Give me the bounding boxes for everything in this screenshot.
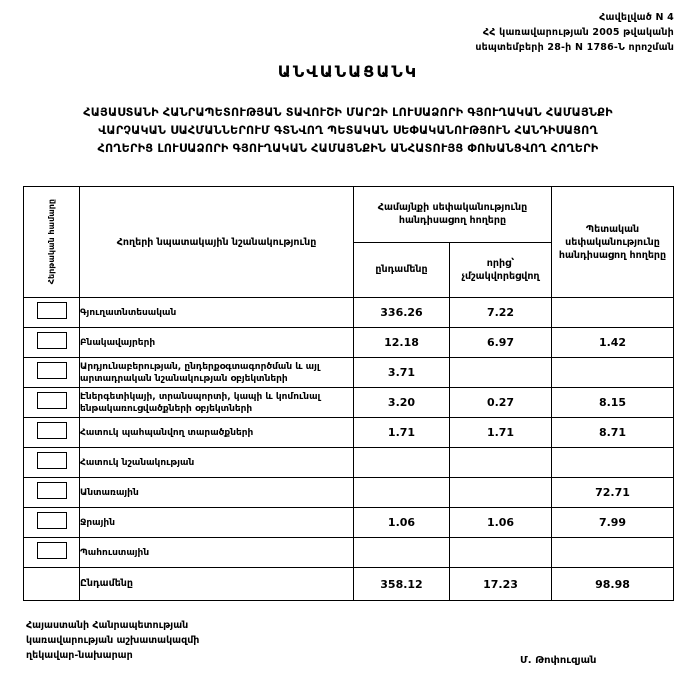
row-state: 8.15 — [552, 388, 674, 418]
row-checkbox-cell[interactable] — [24, 418, 80, 448]
table-row — [24, 418, 674, 448]
row-community-total: 1.06 — [354, 508, 450, 538]
row-checkbox-cell[interactable] — [24, 448, 80, 478]
total-state: 98.98 — [552, 568, 674, 601]
checkbox[interactable] — [37, 512, 67, 529]
header-cell-community-total: ընդամենը — [354, 242, 450, 298]
subtitle-line-1: ՀԱՅԱՍՏԱՆԻ ՀԱՆՐԱՊԵՏՈՒԹՅԱՆ ՏԱՎՈՒՇԻ ՄԱՐԶԻ ԼՈՒՍԱՁՈՐԻ ԳՅՈՒՂԱԿԱՆ ՀԱՄԱՅՆՔԻ — [83, 106, 613, 119]
row-name: Արդյունաբերության, ընդերքօգտագործման և այլ արտադրական նշանակության օբյեկտների — [80, 358, 354, 388]
table-row — [24, 388, 674, 418]
row-community-total — [354, 448, 450, 478]
header-index-label: Հերթական համարը — [46, 199, 56, 285]
row-state — [552, 358, 674, 388]
footer-signatory-title — [26, 618, 199, 663]
row-name: Էներգետիկայի, տրանսպորտի, կապի և կոմունալ ենթակառուցվածքների օբյեկտների — [80, 388, 354, 418]
row-community-part — [450, 478, 552, 508]
row-name: Պահուստային — [80, 538, 354, 568]
header-cell-community: Համայնքի սեփականությունը հանդիսացող հողերը — [354, 187, 552, 243]
total-community-part: 17.23 — [450, 568, 552, 601]
row-state: 8.71 — [552, 418, 674, 448]
checkbox[interactable] — [37, 422, 67, 439]
row-community-total — [354, 538, 450, 568]
row-checkbox-cell[interactable] — [24, 358, 80, 388]
checkbox[interactable] — [37, 452, 67, 469]
table-row — [24, 448, 674, 478]
subtitle-line-2: ՎԱՐՉԱԿԱՆ ՍԱՀՄԱՆՆԵՐՈՒՄ ԳՏՆՎՈՂ ՊԵՏԱԿԱՆ ՍԵՓԱԿԱՆՈՒԹՅՈՒՆ ՀԱՆԴԻՍԱՑՈՂ — [98, 124, 598, 137]
header-line-3: սեպտեմբերի 28-ի N 1786-Ն որոշման — [475, 42, 674, 53]
checkbox[interactable] — [37, 392, 67, 409]
row-name: Հատուկ պահպանվող տարածքների — [80, 418, 354, 448]
row-name: Անտառային — [80, 478, 354, 508]
table-total-row — [24, 568, 674, 601]
row-community-part: 6.97 — [450, 328, 552, 358]
table-row — [24, 298, 674, 328]
header-cell-name: Հողերի նպատակային նշանակությունը — [80, 187, 354, 298]
document-header — [475, 10, 674, 55]
row-name: Հատուկ նշանակության — [80, 448, 354, 478]
document-subtitle — [26, 104, 670, 158]
checkbox[interactable] — [37, 332, 67, 349]
row-checkbox-cell[interactable] — [24, 508, 80, 538]
checkbox[interactable] — [37, 302, 67, 319]
total-blank-cell — [24, 568, 80, 601]
header-cell-community-part: որից՝ չմշակվորեցվող — [450, 242, 552, 298]
row-state — [552, 298, 674, 328]
row-name: Գյուղատնտեսական — [80, 298, 354, 328]
row-checkbox-cell[interactable] — [24, 328, 80, 358]
row-community-part — [450, 448, 552, 478]
row-state: 1.42 — [552, 328, 674, 358]
total-label: Ընդամենը — [80, 568, 354, 601]
checkbox[interactable] — [37, 482, 67, 499]
row-checkbox-cell[interactable] — [24, 538, 80, 568]
table-header-row-1 — [24, 187, 674, 243]
footer-line-2: կառավարության աշխատակազմի — [26, 635, 200, 646]
land-table-container — [23, 186, 673, 601]
row-community-part: 0.27 — [450, 388, 552, 418]
row-community-part: 1.06 — [450, 508, 552, 538]
table-row — [24, 538, 674, 568]
table-row — [24, 358, 674, 388]
page-title: ԱՆՎԱՆԱՑԱՆԿ — [277, 62, 419, 81]
row-state: 72.71 — [552, 478, 674, 508]
row-state: 7.99 — [552, 508, 674, 538]
land-table — [23, 186, 674, 601]
table-row — [24, 328, 674, 358]
row-community-total: 3.71 — [354, 358, 450, 388]
row-community-total: 1.71 — [354, 418, 450, 448]
header-cell-state: Պետական սեփականությունը հանդիսացող հողերը — [552, 187, 674, 298]
row-checkbox-cell[interactable] — [24, 388, 80, 418]
total-community-total: 358.12 — [354, 568, 450, 601]
table-row — [24, 508, 674, 538]
row-name: Ջրային — [80, 508, 354, 538]
footer-line-3: ղեկավար-նախարար — [26, 650, 133, 661]
row-community-total: 12.18 — [354, 328, 450, 358]
row-community-part: 7.22 — [450, 298, 552, 328]
row-community-part: 1.71 — [450, 418, 552, 448]
row-community-total: 3.20 — [354, 388, 450, 418]
subtitle-line-3: ՀՈՂԵՐԻՑ ԼՈՒՍԱՁՈՐԻ ԳՅՈՒՂԱԿԱՆ ՀԱՄԱՅՆՔԻՆ ԱՆՀԱՏՈՒՅՑ ՓՈԽԱՆՑՎՈՂ ՀՈՂԵՐԻ — [97, 142, 599, 155]
row-name: Բնակավայրերի — [80, 328, 354, 358]
checkbox[interactable] — [37, 542, 67, 559]
table-row — [24, 478, 674, 508]
row-community-part — [450, 358, 552, 388]
footer-line-1: Հայաստանի Հանրապետության — [26, 620, 189, 631]
row-checkbox-cell[interactable] — [24, 478, 80, 508]
row-community-total — [354, 478, 450, 508]
row-state — [552, 448, 674, 478]
header-cell-index — [24, 187, 80, 298]
header-line-2: ՀՀ կառավարության 2005 թվականի — [482, 27, 674, 38]
row-community-part — [450, 538, 552, 568]
header-line-1: Հավելված N 4 — [599, 12, 674, 23]
row-community-total: 336.26 — [354, 298, 450, 328]
row-state — [552, 538, 674, 568]
checkbox[interactable] — [37, 362, 67, 379]
row-checkbox-cell[interactable] — [24, 298, 80, 328]
footer-signature-name: Մ. Թոփուզյան — [520, 655, 597, 666]
